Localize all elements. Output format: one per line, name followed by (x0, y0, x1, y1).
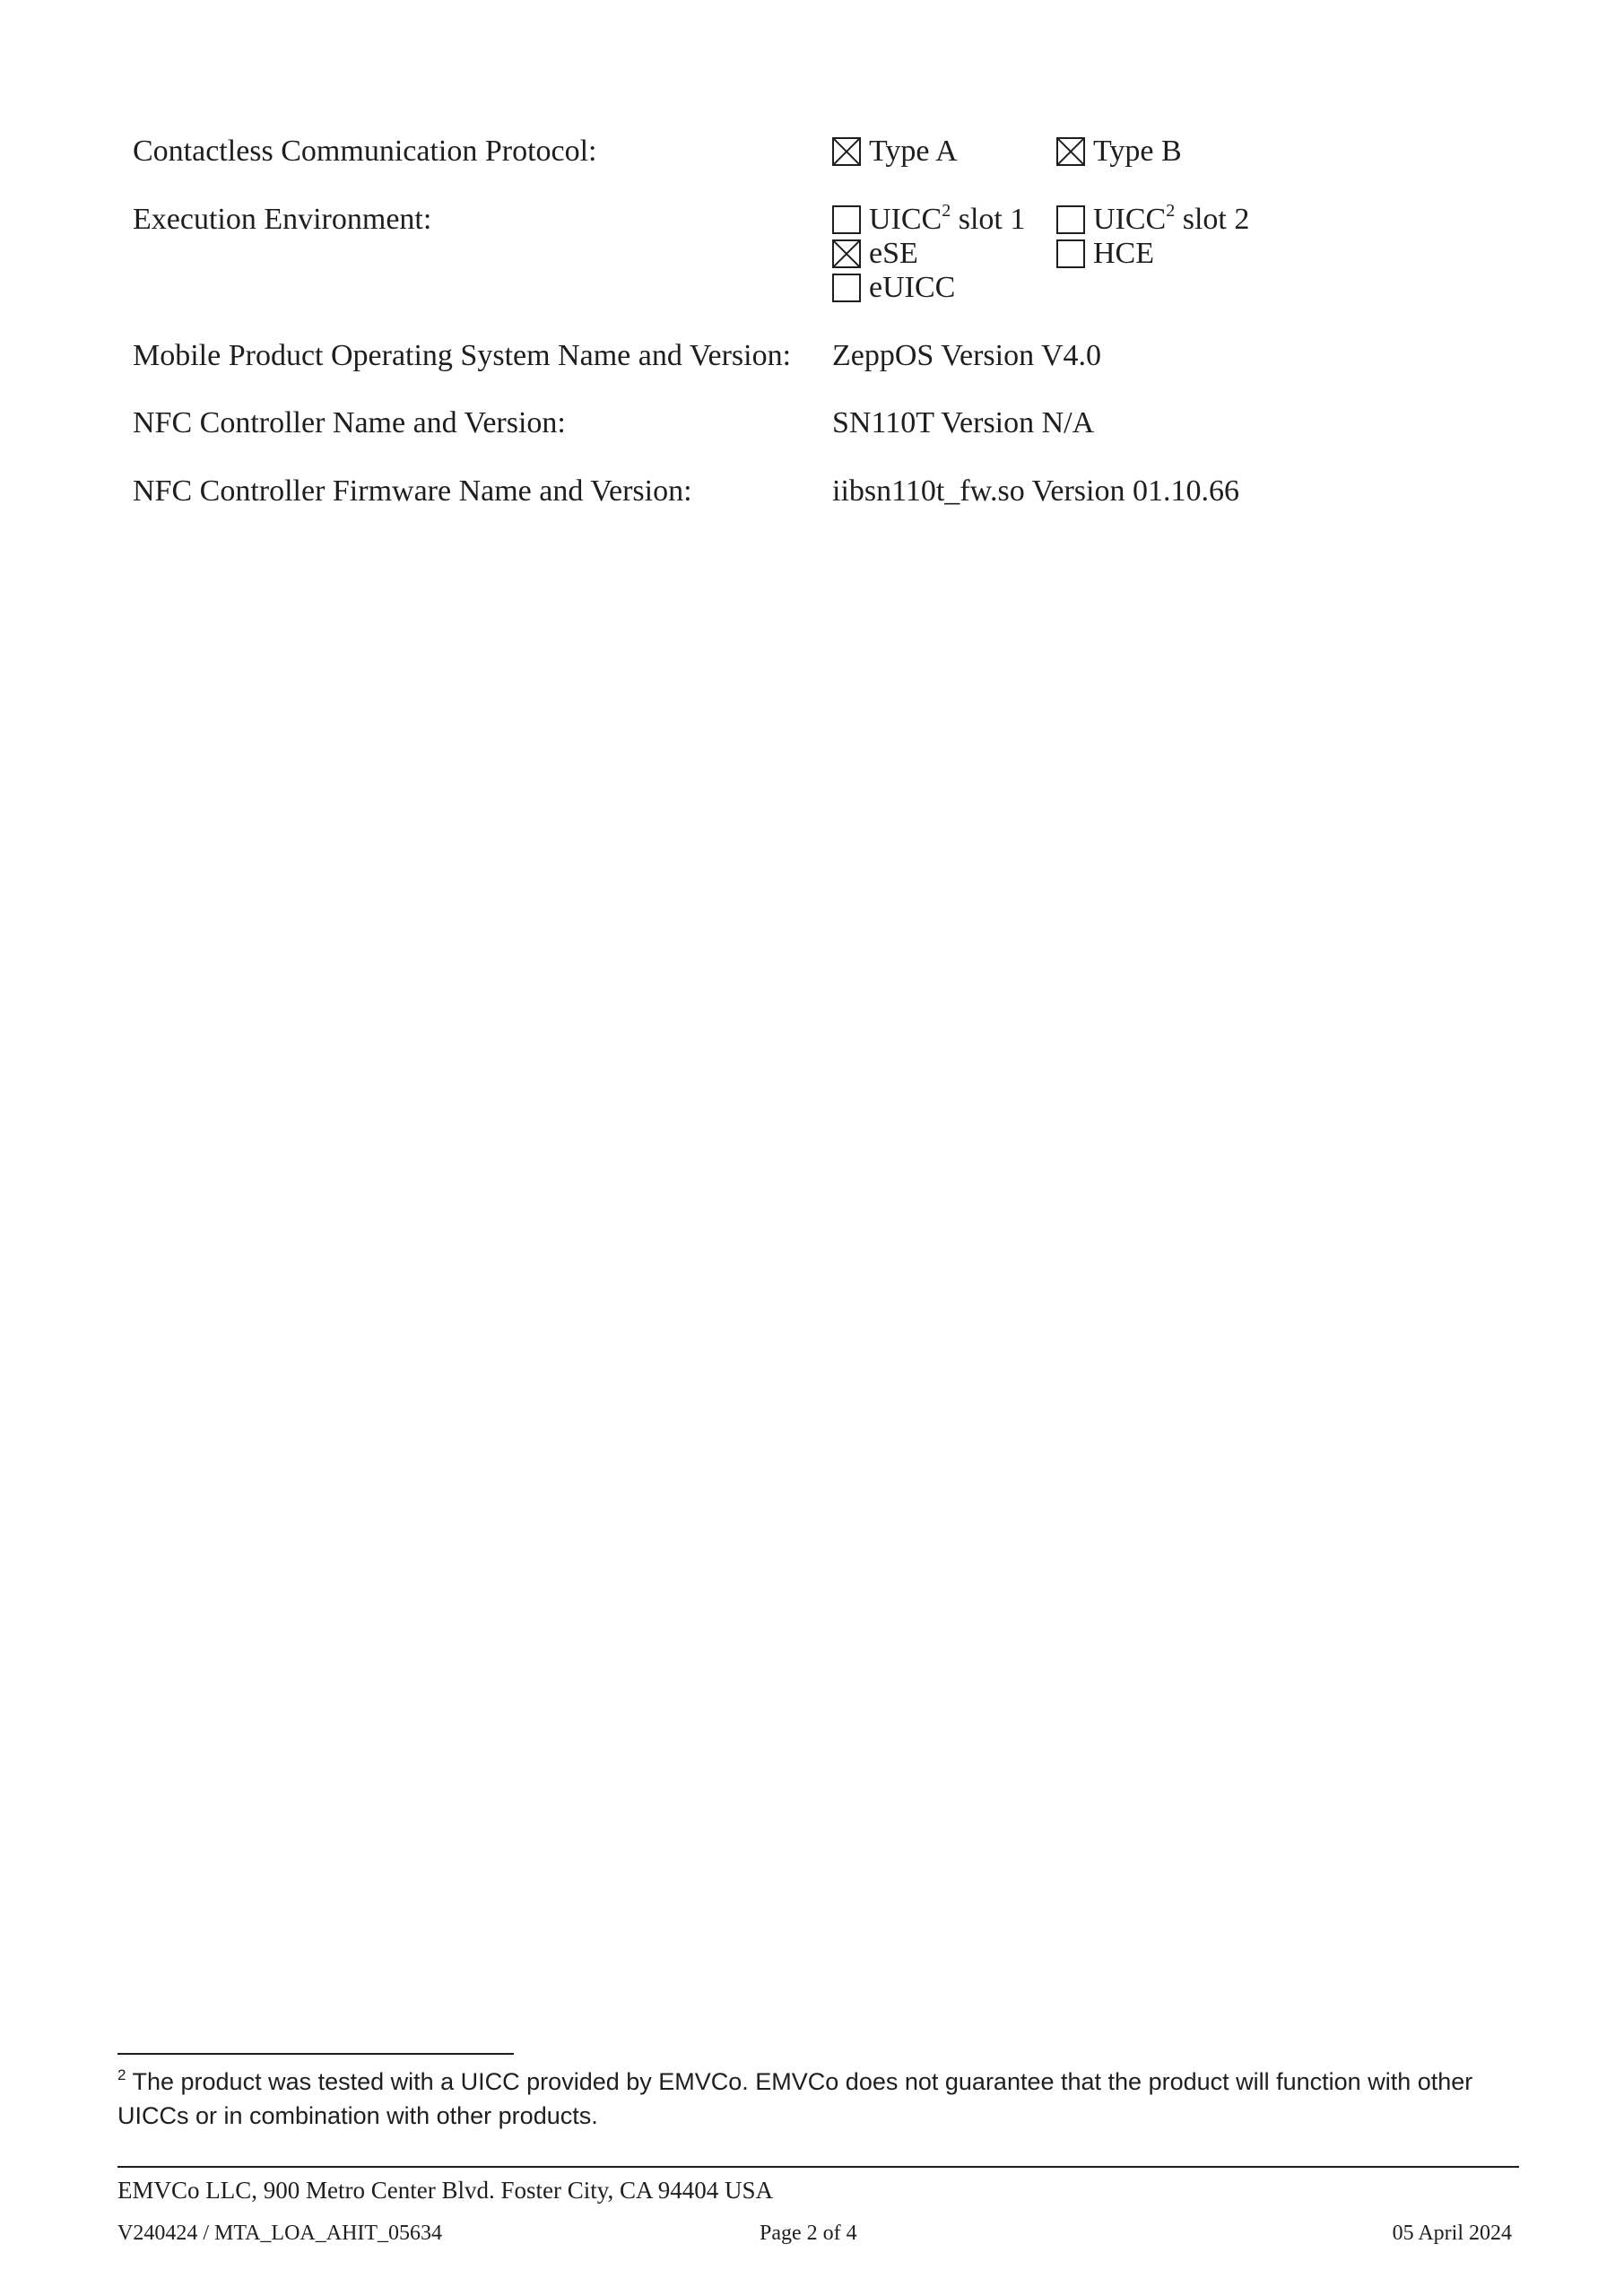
option-type-b-label: Type B (1093, 135, 1182, 168)
option-euicc-label: eUICC (869, 271, 956, 304)
checkbox-type-b[interactable] (1056, 137, 1085, 166)
value-nfc-controller: SN110T Version N/A (832, 406, 1095, 439)
footer-date: 05 April 2024 (1392, 2222, 1512, 2245)
label-nfc-controller: NFC Controller Name and Version: (133, 406, 566, 439)
option-uicc-slot-1-label: UICC$^2$ slot 1 (869, 201, 1026, 236)
footnote-separator (117, 2053, 514, 2055)
checkbox-uicc-slot-2[interactable] (1056, 205, 1085, 234)
footnote-ref: 2 (1166, 201, 1176, 221)
label-contactless-protocol: Contactless Communication Protocol: (133, 135, 597, 168)
option-euicc[interactable] (832, 270, 955, 306)
value-nfc-firmware: iibsn110t_fw.so Version 01.10.66 (832, 474, 1239, 508)
checkbox-ese[interactable] (832, 239, 861, 268)
option-uicc-slot-2[interactable] (1056, 202, 1249, 238)
option-type-a[interactable] (832, 134, 958, 170)
option-hce-label: HCE (1093, 237, 1154, 270)
footnote-ref: 2 (942, 201, 951, 221)
checkbox-type-a[interactable] (832, 137, 861, 166)
label-execution-environment: Execution Environment: (133, 203, 432, 236)
checkbox-hce[interactable] (1056, 239, 1085, 268)
value-mobile-os: ZeppOS Version V4.0 (832, 339, 1102, 372)
option-uicc-slot-1[interactable] (832, 202, 1025, 238)
footer-address: EMVCo LLC, 900 Metro Center Blvd. Foster City, CA 94404 USA (117, 2177, 774, 2204)
option-type-a-label: Type A (869, 135, 958, 168)
footnote-text: The product was tested with a UICC provided by EMVCo. EMVCo does not guarantee that the product will function with other UICCs or in combination with other products. (117, 2068, 1473, 2129)
checkbox-euicc[interactable] (832, 274, 861, 302)
option-type-b[interactable] (1056, 134, 1182, 170)
label-nfc-firmware: NFC Controller Firmware Name and Version: (133, 474, 692, 508)
label-mobile-os: Mobile Product Operating System Name and Version: (133, 339, 792, 372)
option-uicc-slot-2-label: UICC$^2$ slot 2 (1093, 201, 1250, 236)
option-ese[interactable] (832, 236, 918, 272)
option-hce[interactable] (1056, 236, 1154, 272)
footnote-marker: 2 (117, 2066, 126, 2083)
footer-doc-id: V240424 / MTA_LOA_AHIT_05634 (117, 2222, 443, 2245)
footnote (117, 2065, 1516, 2133)
footer-page-number: Page 2 of 4 (760, 2222, 857, 2245)
option-ese-label: eSE (869, 237, 918, 270)
checkbox-uicc-slot-1[interactable] (832, 205, 861, 234)
footer-separator (117, 2166, 1519, 2168)
